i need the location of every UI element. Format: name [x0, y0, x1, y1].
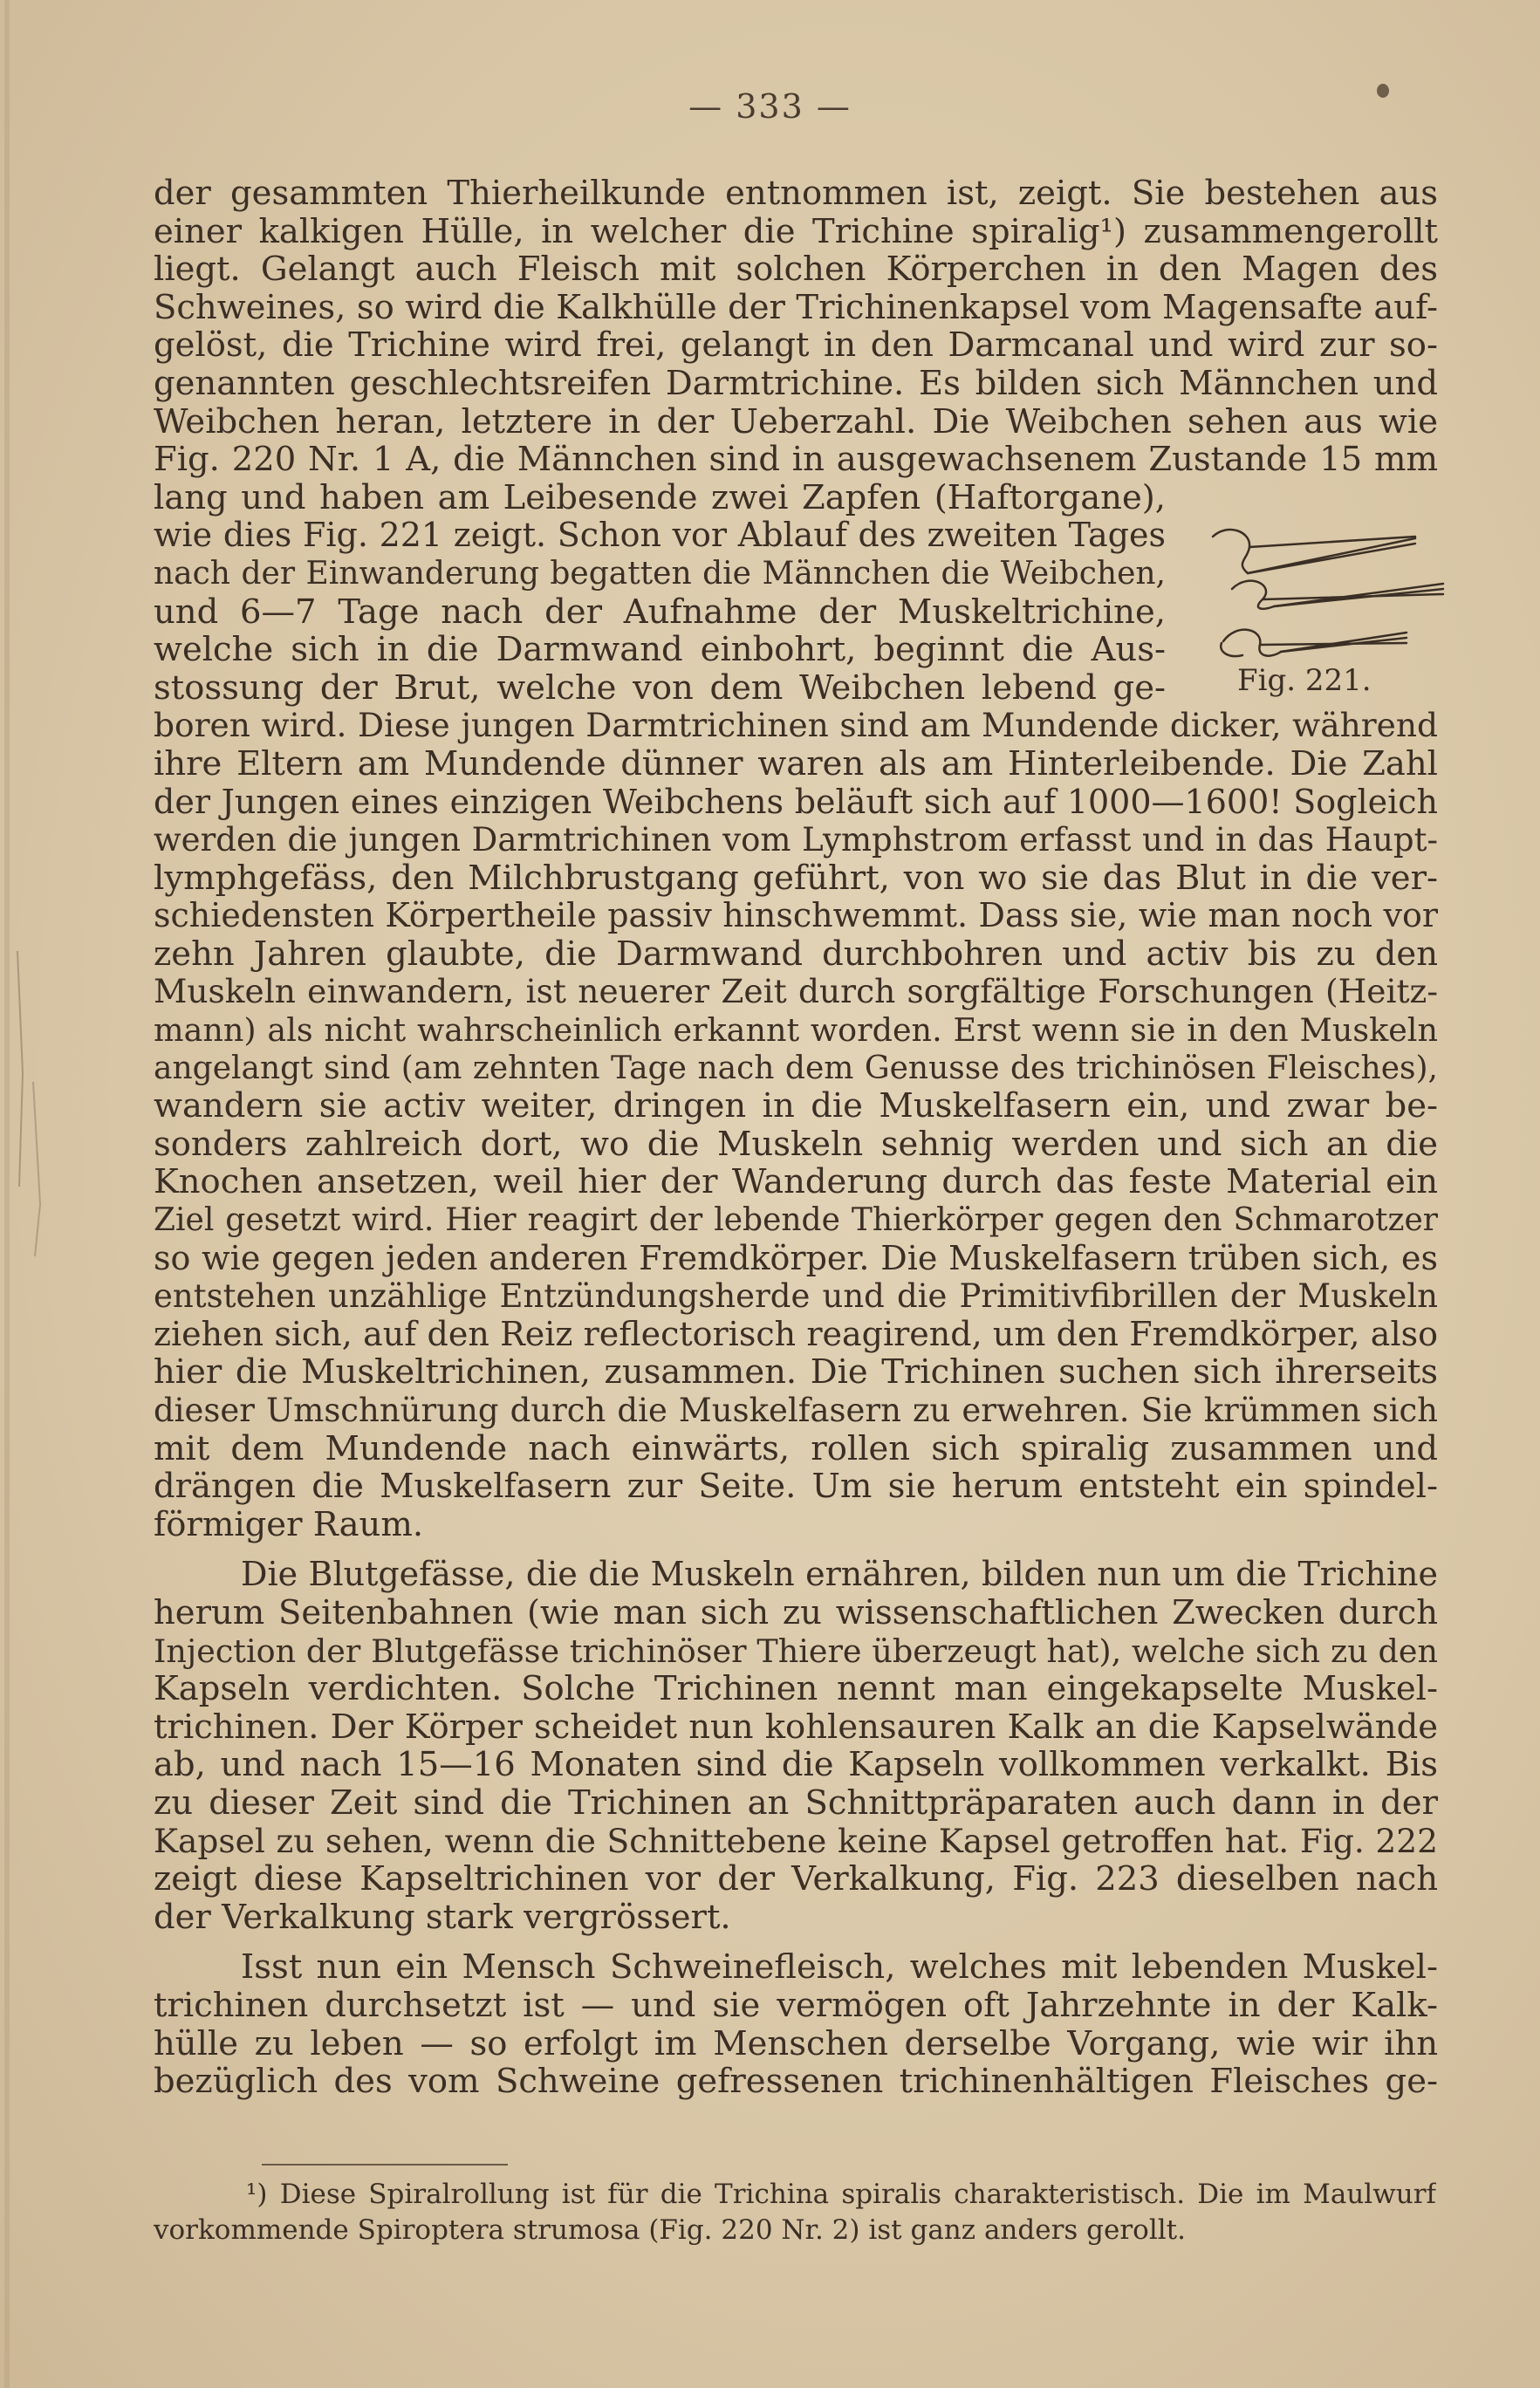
page-number: — 333 — [688, 87, 852, 126]
text-line: Ziel gesetzt wird. Hier reagirt der lebende Thierkörper gegen den Schmarotzer [154, 1202, 1438, 1239]
text-line: zu dieser Zeit sind die Trichinen an Schnittpräparaten auch dann in der [154, 1783, 1438, 1823]
text-line: zeigt diese Kapseltrichinen vor der Verkalkung, Fig. 223 dieselben nach [154, 1860, 1438, 1899]
text-line: Die Blutgefässe, die die Muskeln ernähren, bilden nun um die Trichine [241, 1556, 1438, 1594]
text-line: trichinen durchsetzt ist — und sie vermögen oft Jahrzehnte in der Kalk- [154, 1986, 1438, 2025]
text-line: stossung der Brut, welche von dem Weibchen lebend ge- [154, 668, 1166, 708]
text-line: gelöst, die Trichine wird frei, gelangt in den Darmcanal und wird zur so- [154, 326, 1438, 365]
text-line: genannten geschlechtsreifen Darmtrichine. Es bilden sich Männchen und [154, 364, 1438, 403]
text-line: schiedensten Körpertheile passiv hinschwemmt. Dass sie, wie man noch vor [154, 897, 1438, 935]
text-line: liegt. Gelangt auch Fleisch mit solchen Körperchen in den Magen des [154, 250, 1438, 289]
text-line: lymphgefäss, den Milchbrustgang geführt, von wo sie das Blut in die ver- [154, 859, 1438, 898]
text-line: so wie gegen jeden anderen Fremdkörper. Die Muskelfasern trüben sich, es [154, 1239, 1438, 1277]
text-line: Kapseln verdichten. Solche Trichinen nennt man eingekapselte Muskel- [154, 1670, 1438, 1708]
footnote-divider [262, 2164, 508, 2166]
text-line: trichinen. Der Körper scheidet nun kohlensauren Kalk an die Kapselwände [154, 1707, 1438, 1747]
text-line: der Jungen eines einzigen Weibchens beläuft sich auf 1000—1600! Sogleich [154, 783, 1438, 821]
body-text [154, 174, 1438, 2101]
text-line: Kapsel zu sehen, wenn die Schnittebene keine Kapsel getroffen hat. Fig. 222 [154, 1822, 1438, 1860]
text-line: ab, und nach 15—16 Monaten sind die Kapseln vollkommen verkalkt. Bis [154, 1746, 1438, 1784]
text-line: mit dem Mundende nach einwärts, rollen sich spiralig zusammen und [154, 1429, 1438, 1468]
text-line: Muskeln einwandern, ist neuerer Zeit durch sorgfältige Forschungen (Heitz- [154, 973, 1438, 1011]
text-line: ihre Eltern am Mundende dünner waren als am Hinterleibende. Die Zahl [154, 744, 1438, 783]
text-line: werden die jungen Darmtrichinen vom Lymphstrom erfasst und in das Haupt- [154, 821, 1438, 859]
text-line: Isst nun ein Mensch Schweinefleisch, welches mit lebenden Muskel- [241, 1948, 1438, 1987]
text-line: entstehen unzählige Entzündungsherde und die Primitivfibrillen der Muskeln [154, 1277, 1438, 1316]
text-line: mann) als nicht wahrscheinlich erkannt worden. Erst wenn sie in den Muskeln [154, 1011, 1438, 1050]
text-line: und 6—7 Tage nach der Aufnahme der Muskeltrichine, [154, 592, 1166, 632]
text-line: angelangt sind (am zehnten Tage nach dem Genusse des trichinösen Fleisches), [154, 1050, 1438, 1086]
text-line: einer kalkigen Hülle, in welcher die Trichine spiralig¹) zusammengerollt [154, 212, 1438, 251]
text-line: wie dies Fig. 221 zeigt. Schon vor Ablauf des zweiten Tages [154, 517, 1166, 555]
footnote-line: ¹) Diese Spiralrollung ist für die Trichina spiralis charakteristisch. Die im Maulwurf [246, 2179, 1436, 2210]
text-line: herum Seitenbahnen (wie man sich zu wissenschaftlichen Zwecken durch [154, 1593, 1438, 1632]
text-line: wandern sie activ weiter, dringen in die Muskelfasern ein, und zwar be- [154, 1087, 1438, 1126]
text-line: zehn Jahren glaubte, die Darmwand durchbohren und activ bis zu den [154, 934, 1438, 974]
text-line: drängen die Muskelfasern zur Seite. Um sie herum entsteht ein spindel- [154, 1468, 1438, 1506]
text-line: der Verkalkung stark vergrössert. [154, 1898, 731, 1937]
figure-label: Fig. 221. [1237, 663, 1372, 698]
ink-spot [1377, 84, 1389, 98]
text-line: sonders zahlreich dort, wo die Muskeln sehnig werden und sich an die [154, 1125, 1438, 1164]
text-line: Injection der Blutgefässe trichinöser Thiere überzeugt hat), welche sich zu den [154, 1632, 1438, 1670]
text-line: förmiger Raum. [154, 1505, 424, 1544]
text-line: lang und haben am Leibesende zwei Zapfen (Haftorgane), [154, 478, 1166, 517]
text-line: dieser Umschnürung durch die Muskelfasern zu erwehren. Sie krümmen sich [154, 1392, 1438, 1429]
text-line: hülle zu leben — so erfolgt im Menschen derselbe Vorgang, wie wir ihn [154, 2024, 1438, 2063]
text-line: hier die Muskeltrichinen, zusammen. Die Trichinen suchen sich ihrerseits [154, 1353, 1438, 1392]
text-line: Weibchen heran, letztere in der Ueberzahl. Die Weibchen sehen aus wie [154, 402, 1438, 441]
text-line: der gesammten Thierheilkunde entnommen ist, zeigt. Sie bestehen aus [154, 174, 1438, 213]
text-line: nach der Einwanderung begatten die Männchen die Weibchen, [154, 555, 1166, 592]
text-line: boren wird. Diese jungen Darmtrichinen sind am Mundende dicker, während [154, 707, 1438, 745]
text-line: ziehen sich, auf den Reiz reflectorisch reagirend, um den Fremdkörper, also [154, 1315, 1438, 1353]
footnote [154, 2177, 1436, 2248]
page-edge-shadow [0, 0, 52, 2388]
text-line: Knochen ansetzen, weil hier der Wanderung durch das feste Material ein [154, 1163, 1438, 1202]
text-line: Schweines, so wird die Kalkhülle der Trichinenkapsel vom Magensafte auf- [154, 288, 1438, 327]
text-line: welche sich in die Darmwand einbohrt, beginnt die Aus- [154, 631, 1166, 669]
footnote-line: vorkommende Spiroptera strumosa (Fig. 220 Nr. 2) ist ganz anders gerollt. [154, 2214, 1186, 2246]
text-line: bezüglich des vom Schweine gefressenen trichinenhältigen Fleisches ge- [154, 2063, 1438, 2101]
text-line: Fig. 220 Nr. 1 A, die Männchen sind in ausgewachsenem Zustande 15 mm [154, 441, 1438, 479]
